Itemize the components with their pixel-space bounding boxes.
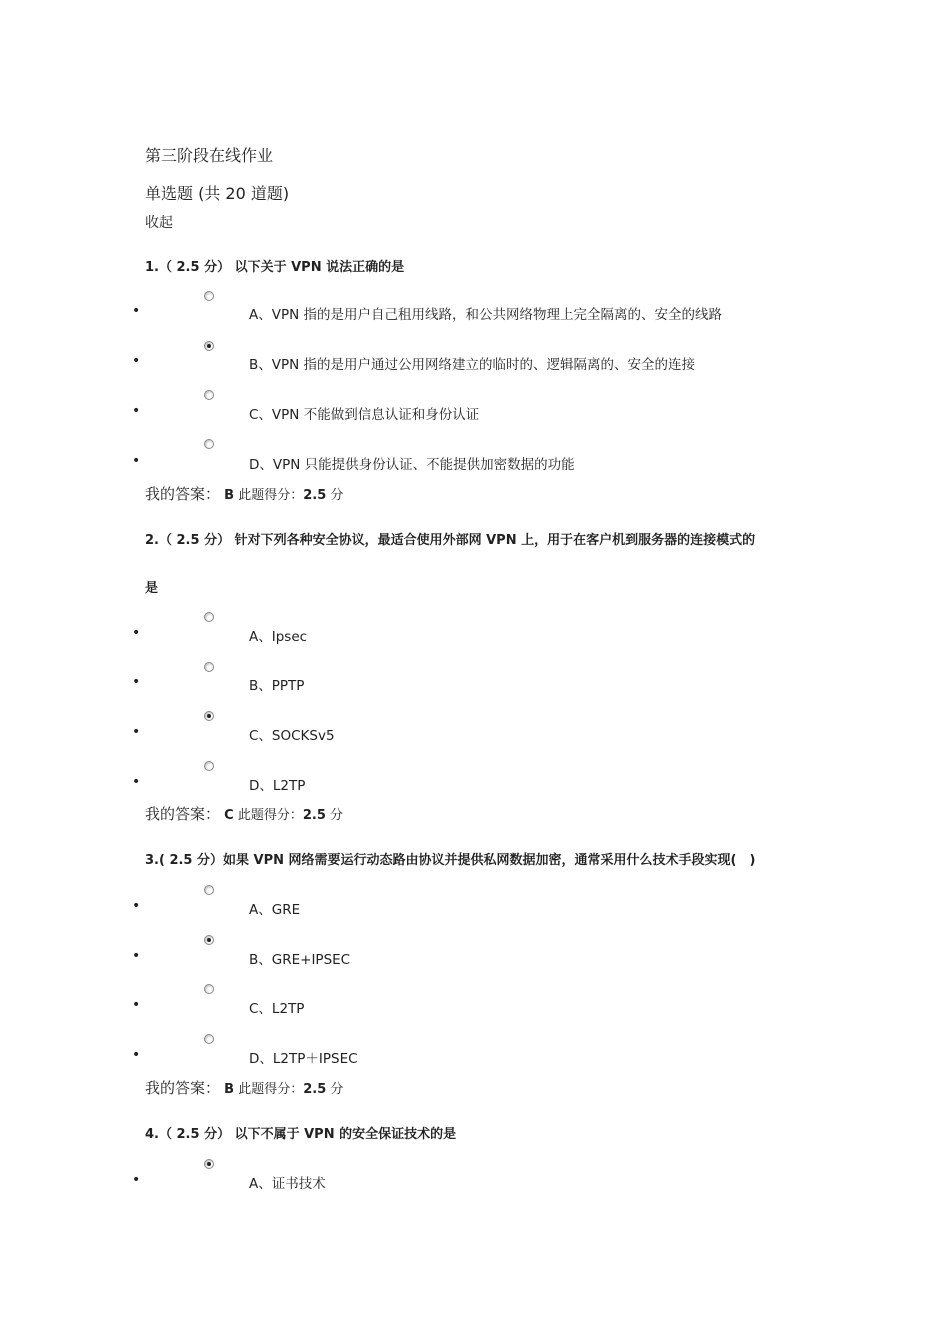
q2-option-d: D、L2TP xyxy=(249,778,306,794)
bullet-icon: • xyxy=(132,898,141,914)
q1-option-b-radio[interactable] xyxy=(204,341,214,351)
question-1-text: 1.（ 2.5 分） 以下关于 VPN 说法正确的是 xyxy=(145,260,405,275)
q3-option-d: D、L2TP＋IPSEC xyxy=(249,1051,358,1067)
bullet-icon: • xyxy=(132,625,141,641)
bullet-icon: • xyxy=(132,303,141,319)
bullet-icon: • xyxy=(132,1172,141,1188)
q3-option-c: C、L2TP xyxy=(249,1001,305,1017)
q3-option-a-radio[interactable] xyxy=(204,885,214,895)
q1-option-d: D、VPN 只能提供身份认证、不能提供加密数据的功能 xyxy=(249,457,575,473)
bullet-icon: • xyxy=(132,453,141,469)
q1-option-a-radio[interactable] xyxy=(204,291,214,301)
q3-option-b: B、GRE+IPSEC xyxy=(249,952,351,968)
bullet-icon: • xyxy=(132,997,141,1013)
question-4-text: 4.（ 2.5 分） 以下不属于 VPN 的安全保证技术的是 xyxy=(145,1127,457,1142)
collapse-link[interactable]: 收起 xyxy=(145,215,173,231)
q2-option-a-radio[interactable] xyxy=(204,612,214,622)
q3-option-a: A、GRE xyxy=(249,902,301,918)
q1-option-c-radio[interactable] xyxy=(204,390,214,400)
q2-option-c-radio[interactable] xyxy=(204,711,214,721)
q3-answer: 我的答案： B 此题得分：2.5 分 xyxy=(145,1079,344,1097)
bullet-icon: • xyxy=(132,724,141,740)
question-2-text-cont: 是 xyxy=(145,581,159,596)
q1-option-c: C、VPN 不能做到信息认证和身份认证 xyxy=(249,407,480,423)
page-title: 第三阶段在线作业 xyxy=(145,146,274,165)
q2-option-a: A、Ipsec xyxy=(249,629,308,645)
q4-option-a: A、证书技术 xyxy=(249,1176,326,1192)
q2-answer: 我的答案： C 此题得分：2.5 分 xyxy=(145,805,344,823)
bullet-icon: • xyxy=(132,674,141,690)
bullet-icon: • xyxy=(132,403,141,419)
question-3-text: 3.( 2.5 分）如果 VPN 网络需要运行动态路由协议并提供私网数据加密，通常采用什么技术手段实现( ) xyxy=(145,853,756,868)
q2-option-c: C、SOCKSv5 xyxy=(249,728,335,744)
q1-option-a: A、VPN 指的是用户自己租用线路，和公共网络物理上完全隔离的、安全的线路 xyxy=(249,307,722,323)
q4-option-a-radio[interactable] xyxy=(204,1159,214,1169)
q3-option-d-radio[interactable] xyxy=(204,1034,214,1044)
q3-option-c-radio[interactable] xyxy=(204,984,214,994)
q3-option-b-radio[interactable] xyxy=(204,935,214,945)
bullet-icon: • xyxy=(132,948,141,964)
bullet-icon: • xyxy=(132,1047,141,1063)
q1-answer: 我的答案： B 此题得分：2.5 分 xyxy=(145,485,344,503)
q2-option-b-radio[interactable] xyxy=(204,662,214,672)
bullet-icon: • xyxy=(132,774,141,790)
section-heading: 单选题 (共 20 道题) xyxy=(145,184,290,203)
q1-option-d-radio[interactable] xyxy=(204,439,214,449)
q1-option-b: B、VPN 指的是用户通过公用网络建立的临时的、逻辑隔离的、安全的连接 xyxy=(249,357,696,373)
bullet-icon: • xyxy=(132,353,141,369)
q2-option-d-radio[interactable] xyxy=(204,761,214,771)
question-2-text: 2.（ 2.5 分） 针对下列各种安全协议，最适合使用外部网 VPN 上，用于在客户机到服务器的连接模式的 xyxy=(145,533,756,548)
q2-option-b: B、PPTP xyxy=(249,678,305,694)
